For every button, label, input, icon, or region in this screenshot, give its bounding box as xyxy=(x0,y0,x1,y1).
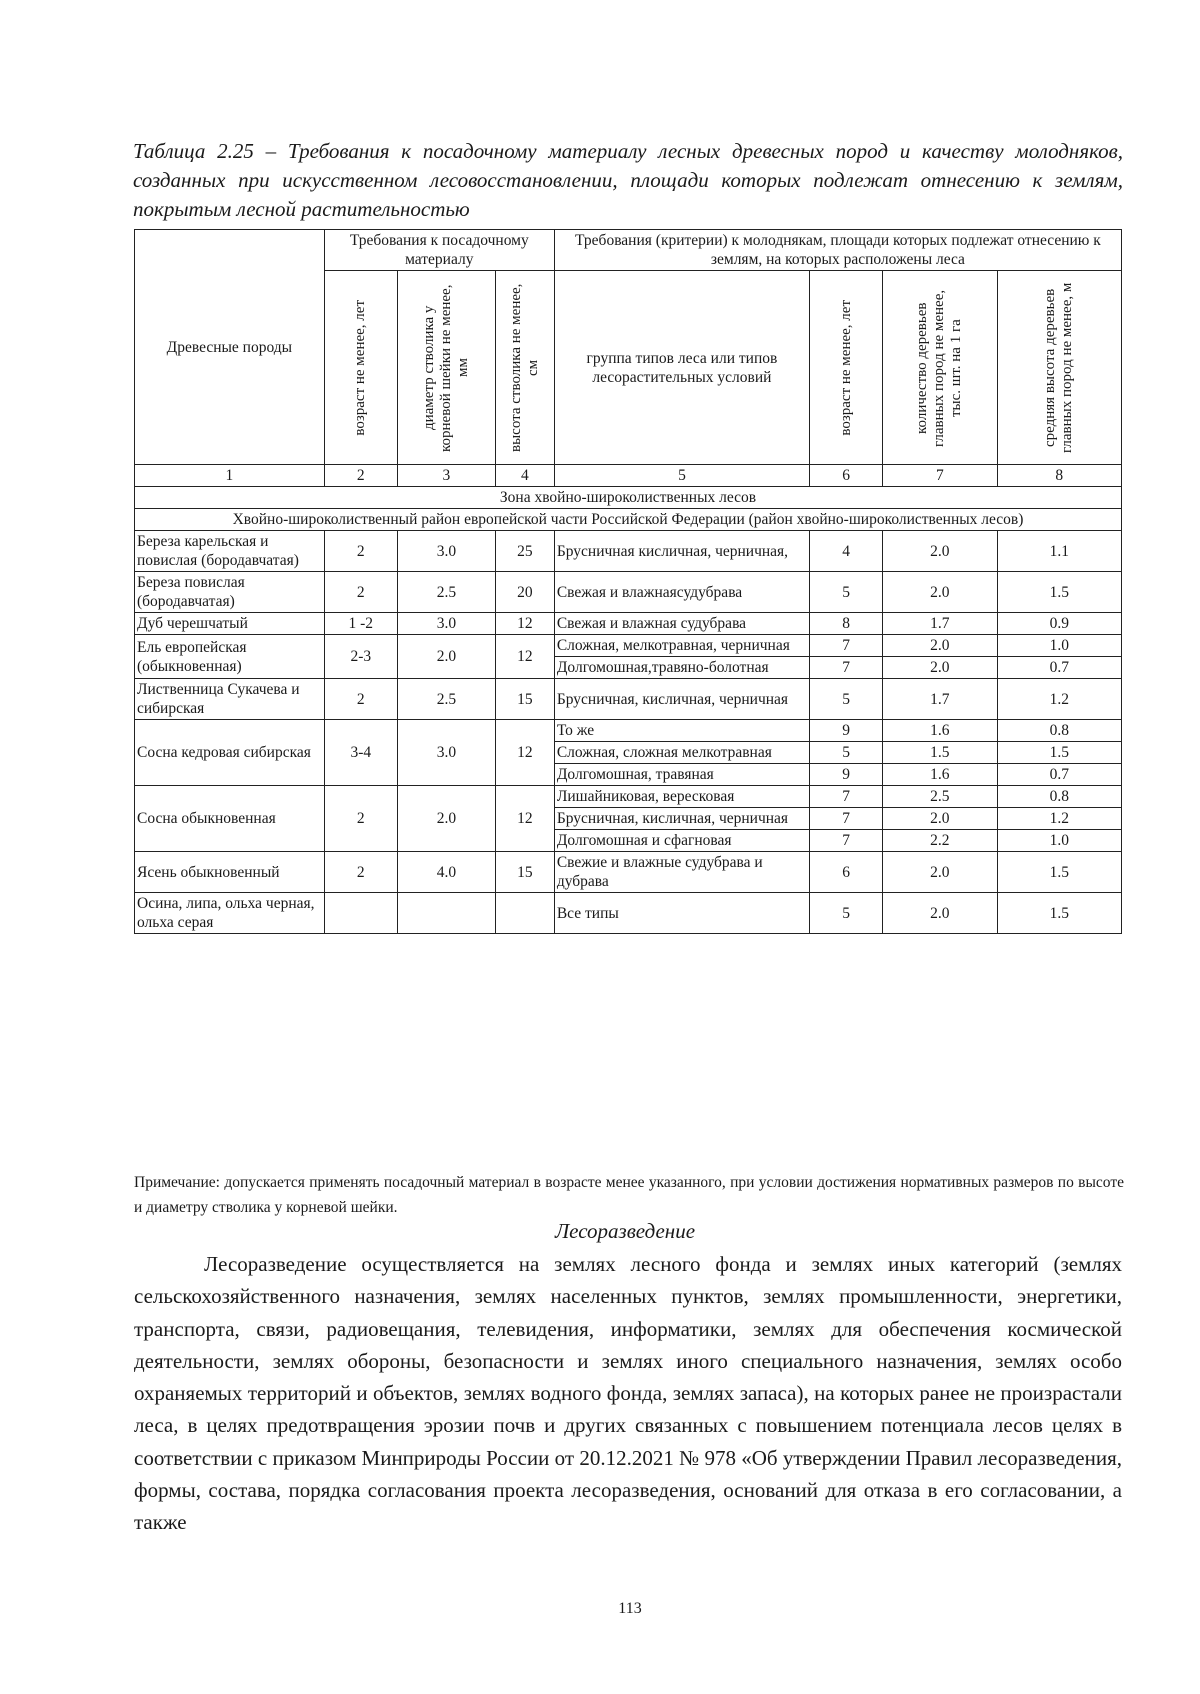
header-col8: средняя высота деревьев главных пород не менее, м xyxy=(997,271,1121,465)
species-cell: Ясень обыкновенный xyxy=(135,852,325,893)
column-number: 5 xyxy=(554,465,809,487)
avg-height-cell: 0.7 xyxy=(997,764,1121,786)
species-cell: Сосна обыкновенная xyxy=(135,786,325,852)
material-age-cell: 2 xyxy=(324,852,397,893)
header-col3: диаметр стволика у корневой шейки не менее, мм xyxy=(397,271,495,465)
material-height-cell: 15 xyxy=(495,852,554,893)
tree-count-cell: 1.5 xyxy=(883,742,998,764)
material-age-cell: 2 xyxy=(324,531,397,572)
young-age-cell: 6 xyxy=(810,852,883,893)
material-height-cell: 15 xyxy=(495,679,554,720)
young-age-cell: 7 xyxy=(810,635,883,657)
table-row xyxy=(135,786,1122,808)
column-number: 4 xyxy=(495,465,554,487)
tree-count-cell: 2.5 xyxy=(883,786,998,808)
material-height-cell xyxy=(495,893,554,934)
species-cell: Сосна кедровая сибирская xyxy=(135,720,325,786)
paragraph-text: Лесоразведение осуществляется на землях лесного фонда и землях иных категорий (землях сельскохозяйственного назначения, землях населенных пунктов, землях промышленности, энергетики, транспорта, связи, радиовещания, телевидения, информатики, землях для обеспечения космической деятельности, землях обороны, безопасности и землях иного специального назначения, землях особо охраняемых территорий и объектов, землях водного фонда, землях запаса), на которых ранее не произрастали леса, в целях предотвращения эрозии почв и других связанных с повышением потенциала лесов целях в соответствии с приказом Минприроды России от 20.12.2021 № 978 «Об утверждении Правил лесоразведения, формы, состава, порядка согласования проекта лесоразведения, оснований для отказа в его согласовании, а также xyxy=(134,1252,1122,1535)
species-cell: Дуб черешчатый xyxy=(135,613,325,635)
forest-type-cell: Сложная, мелкотравная, черничная xyxy=(554,635,809,657)
forest-type-cell: Брусничная кисличная, черничная, xyxy=(554,531,809,572)
forest-type-cell: Сложная, сложная мелкотравная xyxy=(554,742,809,764)
table-row xyxy=(135,635,1122,657)
forest-type-cell: Все типы xyxy=(554,893,809,934)
avg-height-cell: 0.7 xyxy=(997,657,1121,679)
header-col2: возраст не менее, лет xyxy=(324,271,397,465)
material-height-cell: 12 xyxy=(495,613,554,635)
tree-count-cell: 2.0 xyxy=(883,808,998,830)
avg-height-cell: 1.0 xyxy=(997,830,1121,852)
avg-height-cell: 1.2 xyxy=(997,808,1121,830)
material-diameter-cell: 2.0 xyxy=(397,635,495,679)
young-age-cell: 5 xyxy=(810,679,883,720)
table-row xyxy=(135,572,1122,613)
avg-height-cell: 1.5 xyxy=(997,572,1121,613)
tree-count-cell: 1.7 xyxy=(883,613,998,635)
forest-type-cell: Свежие и влажные судубрава и дубрава xyxy=(554,852,809,893)
young-age-cell: 7 xyxy=(810,786,883,808)
table-row xyxy=(135,531,1122,572)
tree-count-cell: 2.0 xyxy=(883,657,998,679)
column-number: 2 xyxy=(324,465,397,487)
tree-count-cell: 1.6 xyxy=(883,720,998,742)
forest-type-cell: Брусничная, кисличная, черничная xyxy=(554,679,809,720)
young-age-cell: 5 xyxy=(810,572,883,613)
material-diameter-cell: 3.0 xyxy=(397,531,495,572)
material-diameter-cell: 4.0 xyxy=(397,852,495,893)
material-height-cell: 20 xyxy=(495,572,554,613)
tree-count-cell: 2.0 xyxy=(883,635,998,657)
column-number-row xyxy=(135,465,1122,487)
avg-height-cell: 1.2 xyxy=(997,679,1121,720)
material-diameter-cell: 2.5 xyxy=(397,679,495,720)
avg-height-cell: 1.5 xyxy=(997,742,1121,764)
region-row xyxy=(135,509,1122,531)
forest-type-cell: Свежая и влажная судубрава xyxy=(554,613,809,635)
material-diameter-cell xyxy=(397,893,495,934)
tree-count-cell: 2.0 xyxy=(883,531,998,572)
header-col5: группа типов леса или типов лесорастительных условий xyxy=(554,271,809,465)
table-note: Примечание: допускается применять посадочный материал в возрасте менее указанного, при условии достижения нормативных размеров по высоте и диаметру стволика у корневой шейки. xyxy=(134,1174,1124,1216)
tree-count-cell: 2.0 xyxy=(883,893,998,934)
forest-type-cell: Брусничная, кисличная, черничная xyxy=(554,808,809,830)
material-age-cell: 1 -2 xyxy=(324,613,397,635)
page-number: 113 xyxy=(618,1600,642,1617)
tree-count-cell: 2.0 xyxy=(883,572,998,613)
column-number: 1 xyxy=(135,465,325,487)
material-age-cell: 2 xyxy=(324,572,397,613)
tree-count-cell: 2.0 xyxy=(883,852,998,893)
material-height-cell: 12 xyxy=(495,720,554,786)
avg-height-cell: 1.0 xyxy=(997,635,1121,657)
young-age-cell: 5 xyxy=(810,893,883,934)
column-number: 3 xyxy=(397,465,495,487)
avg-height-cell: 0.8 xyxy=(997,720,1121,742)
young-age-cell: 9 xyxy=(810,720,883,742)
forest-type-cell: Долгомошная, травяная xyxy=(554,764,809,786)
avg-height-cell: 1.5 xyxy=(997,852,1121,893)
zone-title: Зона хвойно-широколиственных лесов xyxy=(135,487,1122,509)
forest-type-cell: То же xyxy=(554,720,809,742)
header-group-young: Требования (критерии) к молоднякам, площади которых подлежат отнесению к землям, на которых расположены леса xyxy=(554,230,1121,271)
requirements-table xyxy=(134,229,1122,934)
header-col4: высота стволика не менее, см xyxy=(495,271,554,465)
avg-height-cell: 0.8 xyxy=(997,786,1121,808)
young-age-cell: 5 xyxy=(810,742,883,764)
avg-height-cell: 1.5 xyxy=(997,893,1121,934)
young-age-cell: 7 xyxy=(810,808,883,830)
header-col6: возраст не менее, лет xyxy=(810,271,883,465)
forest-type-cell: Долгомошная и сфагновая xyxy=(554,830,809,852)
young-age-cell: 7 xyxy=(810,657,883,679)
avg-height-cell: 1.1 xyxy=(997,531,1121,572)
table-row xyxy=(135,679,1122,720)
material-height-cell: 12 xyxy=(495,635,554,679)
species-cell: Ель европейская (обыкновенная) xyxy=(135,635,325,679)
column-number: 8 xyxy=(997,465,1121,487)
forest-type-cell: Лишайниковая, вересковая xyxy=(554,786,809,808)
species-cell: Осина, липа, ольха черная, ольха серая xyxy=(135,893,325,934)
species-cell: Береза карельская и повислая (бородавчатая) xyxy=(135,531,325,572)
material-age-cell: 2 xyxy=(324,786,397,852)
young-age-cell: 4 xyxy=(810,531,883,572)
table-row xyxy=(135,613,1122,635)
material-age-cell: 2-3 xyxy=(324,635,397,679)
young-age-cell: 7 xyxy=(810,830,883,852)
table-caption: Таблица 2.25 – Требования к посадочному материалу лесных древесных пород и качеству молодняков, созданных при искусственном лесовосстановлении, площади которых подлежат отнесению к землям, покрытым лесной растительностью xyxy=(133,139,1123,221)
material-height-cell: 25 xyxy=(495,531,554,572)
body-paragraph xyxy=(134,1248,1122,1539)
zone-row xyxy=(135,487,1122,509)
species-cell: Лиственница Сукачева и сибирская xyxy=(135,679,325,720)
forest-type-cell: Свежая и влажнаясудубрава xyxy=(554,572,809,613)
material-age-cell: 2 xyxy=(324,679,397,720)
tree-count-cell: 1.7 xyxy=(883,679,998,720)
header-row-1 xyxy=(135,230,1122,271)
header-species: Древесные породы xyxy=(135,230,325,465)
tree-count-cell: 2.2 xyxy=(883,830,998,852)
table-row xyxy=(135,720,1122,742)
column-number: 6 xyxy=(810,465,883,487)
avg-height-cell: 0.9 xyxy=(997,613,1121,635)
region-title: Хвойно-широколиственный район европейской части Российской Федерации (район хвойно-широколиственных лесов) xyxy=(135,509,1122,531)
column-number: 7 xyxy=(883,465,998,487)
material-height-cell: 12 xyxy=(495,786,554,852)
material-age-cell xyxy=(324,893,397,934)
material-age-cell: 3-4 xyxy=(324,720,397,786)
material-diameter-cell: 2.0 xyxy=(397,786,495,852)
young-age-cell: 9 xyxy=(810,764,883,786)
header-col7: количество деревьев главных пород не менее, тыс. шт. на 1 га xyxy=(883,271,998,465)
material-diameter-cell: 2.5 xyxy=(397,572,495,613)
forest-type-cell: Долгомошная,травяно-болотная xyxy=(554,657,809,679)
header-group-material: Требования к посадочному материалу xyxy=(324,230,554,271)
material-diameter-cell: 3.0 xyxy=(397,613,495,635)
table-row xyxy=(135,852,1122,893)
tree-count-cell: 1.6 xyxy=(883,764,998,786)
material-diameter-cell: 3.0 xyxy=(397,720,495,786)
species-cell: Береза повислая (бородавчатая) xyxy=(135,572,325,613)
young-age-cell: 8 xyxy=(810,613,883,635)
section-heading: Лесоразведение xyxy=(554,1219,696,1243)
table-row xyxy=(135,893,1122,934)
